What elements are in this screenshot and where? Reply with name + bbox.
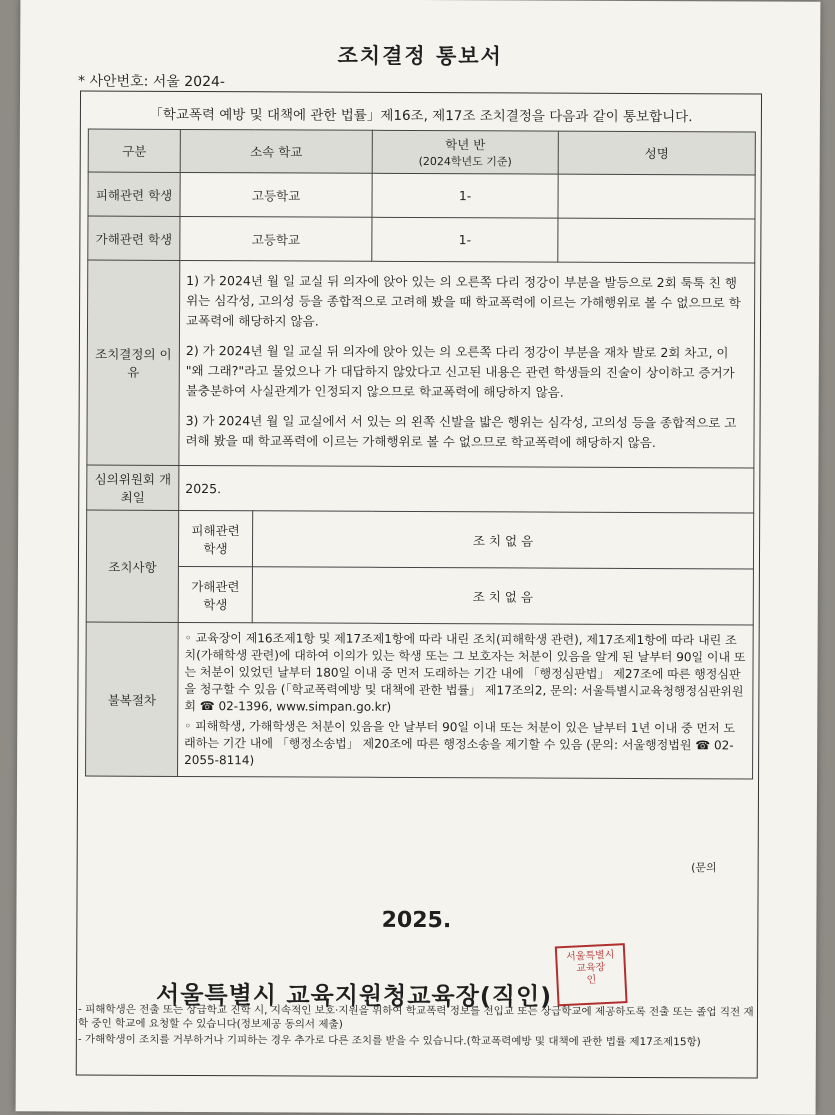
reason-item: 2) 가 2024년 월 일 교실 뒤 의자에 앉아 있는 의 오른쪽 다리 정강이 부분을 재차 발로 2회 차고, 이 "왜 그래?"라고 물었으나 가 대답하지 않았다고 신고된 내용은 관련 학생들의 진술이 상이하고 증거가 불충분하여 사실관계가 인정되지 않으므로 학교폭력에 해당하지 않음. [185, 342, 735, 400]
victim-grade: 1- [372, 173, 558, 218]
header-school: 소속 학교 [180, 129, 372, 173]
issuer-name: 서울특별시 교육지원청교육장(직인) [156, 980, 553, 1011]
meeting-label: 심의위원회 개최일 [87, 465, 179, 510]
reasons-cell [179, 260, 755, 468]
footnote-item: - 피해학생은 전출 또는 상급학교 진학 시, 지속적인 보호·지원을 위하여 학교폭력 정보를 전입교 또는 상급학교에 제공하도록 전출 또는 졸업 직전 재학 중인 학교에 요청할 수 있습니다(정보제공 동의서 제출) [77, 1003, 754, 1031]
appeal-row [86, 622, 754, 779]
offender-row [88, 216, 755, 263]
appeal-label: 불복절차 [86, 622, 179, 776]
header-name: 성명 [558, 131, 755, 175]
appeal-item: ◦ 피해학생, 가해학생은 처분이 있음을 안 날부터 90일 이내 또는 처분이 있은 날부터 1년 이내 중 먼저 도래하는 기간 내에 「행정소송법」 제20조에 따른 행정소송을 제기할 수 있음 (문의: 서울행정법원 ☎ 02-2055-8114) [184, 718, 736, 768]
offender-grade: 1- [372, 217, 558, 262]
measure-row [86, 510, 753, 569]
header-grade [372, 130, 558, 174]
footnotes [78, 1003, 756, 1052]
reason-item: 1) 가 2024년 월 일 교실 뒤 의자에 앉아 있는 의 오른쪽 다리 정강이 부분을 발등으로 2회 툭툭 친 행위는 심각성, 고의성 등을 종합적으로 고려해 봤을 때 학교폭력에 이르는 가해행위로 볼 수 없으므로 학교폭력에 해당하지 않음. [185, 272, 741, 329]
header-grade-label: 학년 반 [445, 137, 486, 153]
document-title: 조치결정 통보서 [337, 43, 503, 69]
offender-school: 고등학교 [180, 216, 372, 261]
appeal-item: ◦ 교육장이 제16조제1항 및 제17조제1항에 따라 내린 조치(피해학생 관련), 제17조제1항에 따라 내린 조치(가해학생 관련)에 대하여 이의가 있는 학생 또는 그 보호자는 처분이 있음을 알게 된 날부터 90일 이내 또는 처분이 있었던 날부터 180일 이내 중 먼저 도래하는 기간 내에 「행정심판법」 제27조에 따른 행정심판을 청구할 수 있음 (「학교폭력예방 및 대책에 관한 법률」 제17조의2, 문의: 서울특별시교육청행정심판위원회 ☎ 02-1396, www.simpan.go.kr) [184, 630, 746, 714]
measures-label: 조치사항 [86, 510, 178, 622]
document-page [16, 0, 821, 1115]
offender-name [558, 218, 755, 263]
measure-result: 조 치 없 음 [252, 567, 753, 625]
offender-label: 가해관련 학생 [88, 216, 180, 260]
reasons-label: 조치결정의 이유 [87, 260, 180, 465]
measure-row [86, 566, 753, 625]
measure-result: 조 치 없 음 [252, 511, 753, 569]
official-seal: 서울특별시 교육장 인 [555, 943, 628, 1006]
meeting-row [87, 465, 754, 513]
victim-label: 피해관련 학생 [88, 172, 180, 216]
appeal-cell [178, 622, 754, 779]
header-row [88, 129, 755, 175]
victim-school: 고등학교 [180, 172, 372, 217]
meeting-date: 2025. [179, 465, 754, 513]
footnote-item: - 가해학생이 조치를 거부하거나 기피하는 경우 추가로 다른 조치를 받을 수 있습니다.(학교폭력예방 및 대책에 관한 법률 제17조제15항) [77, 1033, 701, 1049]
victim-name [558, 174, 755, 219]
contact-note: (문의 [691, 861, 717, 875]
measure-role: 피해관련 학생 [178, 510, 252, 566]
reason-item: 3) 가 2024년 월 일 교실에서 서 있는 의 왼쪽 신발을 밟은 행위는 심각성, 고의성 등을 종합적으로 고려해 봤을 때 학교폭력에 이르는 가해행위로 볼 수 없으므로 학교폭력에 해당하지 않음. [185, 412, 737, 451]
header-grade-note: (2024학년도 기준) [418, 154, 512, 169]
intro-text: 「학교폭력 예방 및 대책에 관한 법률」제16조, 제17조 조치결정을 다음과 같이 통보합니다. [149, 106, 693, 126]
decision-table [85, 129, 756, 780]
measure-role: 가해관련 학생 [178, 566, 252, 622]
reasons-row [87, 260, 755, 468]
header-category: 구분 [88, 129, 180, 172]
issue-date: 2025. [381, 907, 452, 934]
case-number: * 사안번호: 서울 2024- [78, 73, 226, 91]
victim-row [88, 172, 755, 219]
